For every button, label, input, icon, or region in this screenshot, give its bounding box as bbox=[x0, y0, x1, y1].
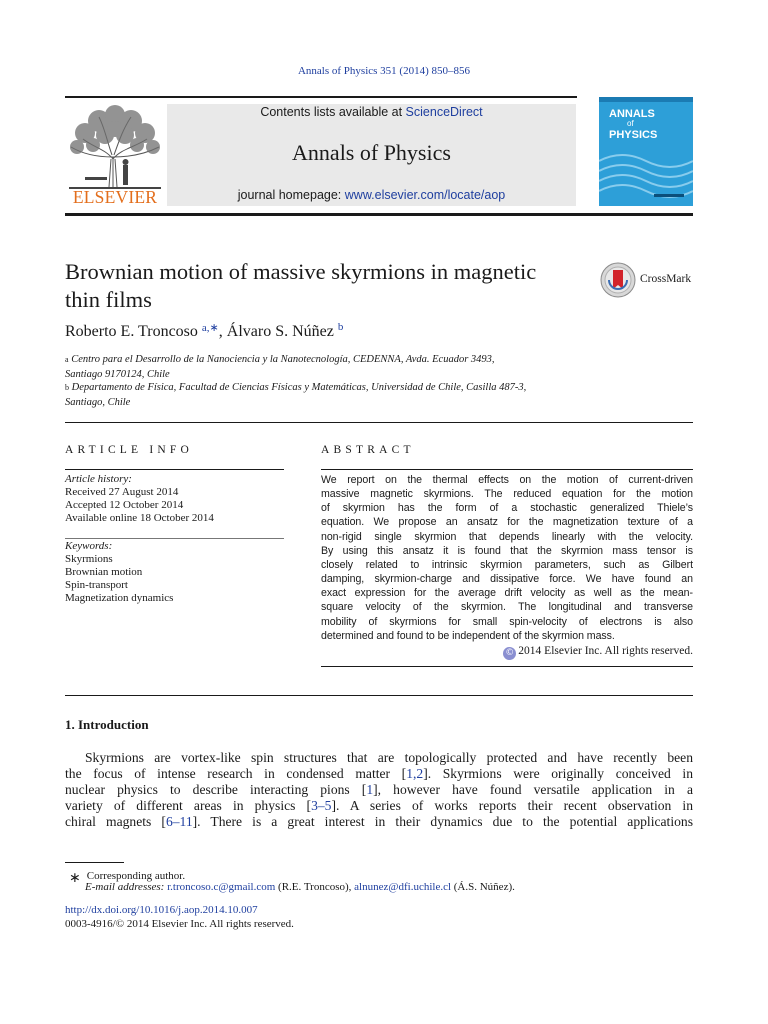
affiliation-text: Departamento de Física, Facultad de Ciencias Físicas y Matemáticas, Universidad de Chile, Casilla 487-3, bbox=[71, 382, 527, 393]
affiliation-text: Santiago 9170124, Chile bbox=[65, 369, 170, 380]
article-info-divider bbox=[65, 538, 284, 539]
journal-banner bbox=[167, 104, 576, 206]
affiliation-mark: a bbox=[65, 355, 69, 364]
doi-link[interactable]: http://dx.doi.org/10.1016/j.aop.2014.10.007 bbox=[65, 904, 258, 916]
abstract-line: non-rigid single skyrmion that depends linearly with the velocity. bbox=[321, 530, 693, 543]
header-bottom-rule bbox=[65, 213, 693, 216]
citation-link[interactable]: 1,2 bbox=[406, 766, 424, 782]
abstract-line: By using this ansatz it is found that the skyrmion mass tensor is bbox=[321, 544, 693, 557]
cover-title-1: ANNALS bbox=[609, 108, 655, 120]
introduction-body bbox=[65, 750, 693, 830]
introduction-line bbox=[65, 782, 693, 798]
author-affiliation-mark[interactable]: b bbox=[337, 321, 344, 333]
abstract-bottom-rule bbox=[321, 666, 693, 667]
cover-title-3: PHYSICS bbox=[609, 129, 658, 141]
abstract-line: We report on the thermal effects on the motion of current-driven bbox=[321, 474, 693, 486]
affiliation-text: Centro para el Desarrollo de la Nanociencia y la Nanotecnología, CEDENNA, Avda. Ecuador 3493, bbox=[71, 354, 495, 365]
footnote-rule bbox=[65, 862, 124, 863]
author-affiliation-mark[interactable]: a,∗ bbox=[201, 322, 219, 334]
keyword: Spin-transport bbox=[65, 579, 128, 591]
elsevier-logo-text: ELSEVIER bbox=[72, 187, 158, 207]
introduction-line bbox=[65, 750, 693, 766]
introduction-line bbox=[65, 814, 693, 830]
abstract-line: determined and found to be independent of the skyrmion mass. bbox=[321, 629, 615, 642]
abstract-line: damping, skyrmion-charge and dissipative force. We have found an bbox=[321, 573, 693, 586]
journal-cover-image[interactable] bbox=[599, 97, 693, 206]
citation-link[interactable]: 3–5 bbox=[311, 798, 332, 814]
journal-citation[interactable]: Annals of Physics 351 (2014) 850–856 bbox=[297, 65, 471, 77]
abstract-line: square velocity of the skyrmion. The longitudinal and transverse bbox=[321, 601, 693, 614]
journal-title: Annals of Physics bbox=[292, 140, 451, 165]
email-owner-1: (R.E. Troncoso), bbox=[275, 881, 355, 893]
keyword: Skyrmions bbox=[65, 553, 113, 565]
issn-copyright: 0003-4916/© 2014 Elsevier Inc. All rights reserved. bbox=[65, 918, 294, 930]
keyword: Magnetization dynamics bbox=[65, 592, 174, 604]
abstract-line: mobility of skyrmions for small spin-velocity of electrons is also bbox=[321, 615, 693, 628]
email-link-1[interactable]: r.troncoso.c@gmail.com bbox=[167, 881, 276, 893]
email-owner-2: (Á.S. Núñez). bbox=[451, 881, 515, 893]
contents-prefix: Contents lists available at bbox=[260, 105, 406, 119]
introduction-line bbox=[65, 766, 693, 782]
abstract-line: equation. We propose an ansatz for the magnetization texture of a bbox=[321, 516, 693, 529]
affiliation-text: Santiago, Chile bbox=[65, 397, 131, 408]
body-text: Skyrmions are vortex-like spin structures that are topologically protected and have recently been bbox=[85, 750, 693, 765]
body-text: ]. There is a great interest in their dynamics due to the potential applications bbox=[192, 814, 693, 830]
crossmark-label: CrossMark bbox=[640, 273, 692, 285]
article-info-rule bbox=[65, 469, 284, 470]
introduction-line bbox=[65, 798, 693, 814]
copyright-icon: © bbox=[505, 648, 515, 658]
footnote-star: ∗ bbox=[69, 871, 81, 886]
elsevier-logo[interactable] bbox=[65, 103, 165, 207]
received-date: Received 27 August 2014 bbox=[65, 486, 179, 498]
citation-link[interactable]: 1 bbox=[366, 782, 374, 798]
accepted-date: Accepted 12 October 2014 bbox=[65, 499, 184, 511]
keywords-label: Keywords: bbox=[65, 540, 113, 552]
front-matter-rule bbox=[65, 695, 693, 696]
crossmark-icon bbox=[600, 262, 636, 298]
header-rule bbox=[65, 96, 577, 98]
email-note bbox=[85, 881, 515, 893]
homepage-prefix: journal homepage: bbox=[237, 188, 345, 202]
sciencedirect-link[interactable]: ScienceDirect bbox=[405, 105, 483, 119]
author-name: Álvaro S. Núñez bbox=[226, 323, 334, 340]
body-text: nuclear physics to describe interacting pions [ bbox=[65, 782, 367, 798]
introduction-heading: 1. Introduction bbox=[65, 717, 149, 732]
article-title: Brownian motion of massive skyrmions in magnetic thin films bbox=[65, 259, 537, 312]
affiliation-mark: b bbox=[65, 383, 69, 392]
abstract-line: closely related to intrinsic skyrmion parameters, such as Gilbert bbox=[321, 558, 693, 571]
affiliation-a bbox=[65, 352, 585, 382]
history-label: Article history: bbox=[65, 473, 132, 485]
body-text: ], however have found versatile application in a bbox=[373, 782, 693, 798]
abstract-copyright bbox=[470, 645, 693, 660]
keywords-block bbox=[65, 540, 285, 605]
copyright-text: 2014 Elsevier Inc. All rights reserved. bbox=[518, 645, 693, 657]
body-text: variety of different areas in physics [ bbox=[65, 798, 312, 814]
article-history bbox=[65, 473, 285, 525]
contents-line bbox=[167, 105, 576, 119]
corresponding-text: Corresponding author. bbox=[86, 870, 186, 882]
author-name: Roberto E. Troncoso bbox=[65, 323, 198, 340]
article-info-heading: ARTICLE INFO bbox=[65, 444, 193, 456]
citation-link[interactable]: 6–11 bbox=[165, 814, 193, 830]
section-rule bbox=[65, 422, 693, 423]
author-list bbox=[65, 323, 343, 341]
email-link-2[interactable]: alnunez@dfi.uchile.cl bbox=[354, 881, 452, 893]
keyword: Brownian motion bbox=[65, 566, 143, 578]
crossmark-badge[interactable] bbox=[600, 262, 700, 298]
online-date: Available online 18 October 2014 bbox=[65, 512, 214, 524]
abstract-rule bbox=[321, 469, 693, 470]
cover-title-2: of bbox=[627, 119, 634, 128]
email-label: E-mail addresses: bbox=[85, 881, 168, 893]
abstract-heading: ABSTRACT bbox=[321, 444, 415, 456]
abstract-text bbox=[321, 473, 693, 643]
affiliation-b bbox=[65, 380, 585, 410]
body-text: ]. Skyrmions were originally conceived in bbox=[423, 766, 693, 782]
abstract-line: massive magnetic skyrmions. The reduced equation for the motion bbox=[321, 488, 693, 501]
body-text: ]. A series of works reports their recent observation in bbox=[331, 798, 694, 814]
abstract-line: of skyrmion has the form of a stochastic generalized Thiele’s bbox=[321, 502, 693, 515]
author-separator: , bbox=[218, 323, 227, 340]
homepage-line bbox=[167, 188, 576, 202]
body-text: the focus of intense research in condensed matter [ bbox=[65, 766, 407, 782]
body-text: chiral magnets [ bbox=[65, 814, 166, 830]
abstract-line: exact expression for the average drift velocity as well as the mean- bbox=[321, 587, 693, 600]
homepage-link[interactable]: www.elsevier.com/locate/aop bbox=[344, 188, 506, 202]
